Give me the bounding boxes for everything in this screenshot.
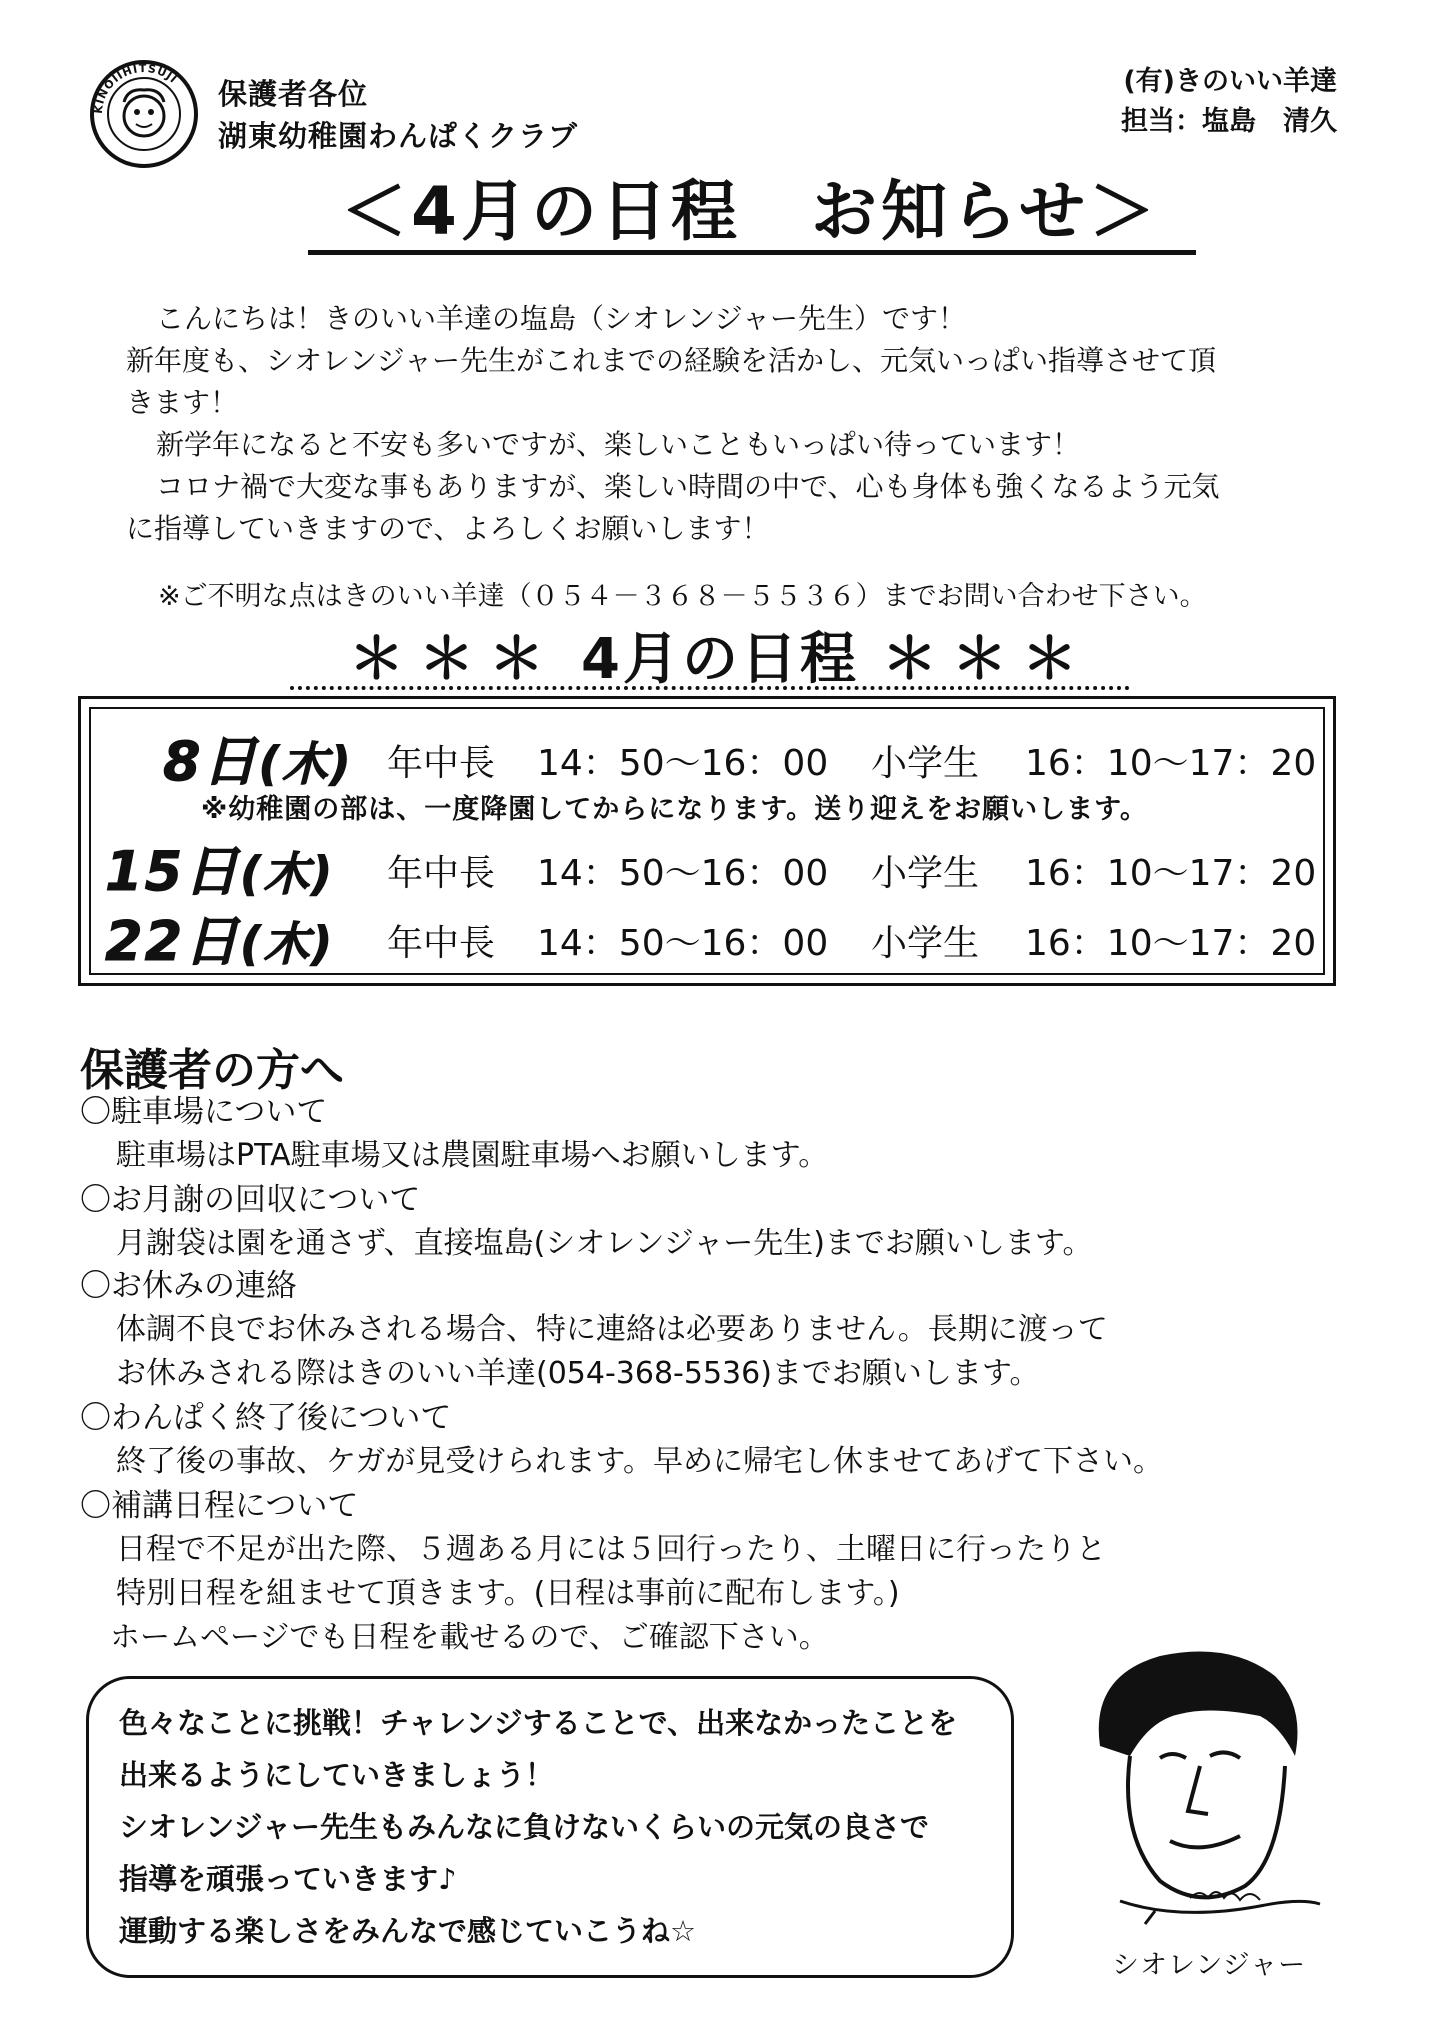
logo-text: KINOIIHITSUJI [91,61,180,115]
teacher-portrait [1060,1636,1330,1936]
svg-text:KINOIIHITSUJI [92,62,180,114]
org-contact-person: 担当：塩島 清久 [1121,106,1337,137]
intro-line: 新年度も、シオレンジャー先生がこれまでの経験を活かし、元気いっぱい指導させて頂 [126,344,1217,377]
intro-line: きます！ [126,386,239,419]
message-line: 運動する楽しさをみんなで感じていこうね☆ [119,1914,696,1948]
date-text: 15日 [105,840,241,903]
message-text [119,1697,957,1957]
schedule-row [91,837,1323,903]
schedule-note: ※幼稚園の部は、一度降園してからになります。送り迎えをお願いします。 [201,794,1148,825]
item-text: 月謝袋は園を通さず、直接塩島(シオレンジャー先生)までお願いします。 [116,1226,1093,1261]
company-logo [88,58,200,170]
time-range: 16：10〜17：20 [1025,853,1317,894]
schedule-date [105,899,334,976]
item-title-absence: 〇お休みの連絡 [80,1268,297,1304]
time-range: 14：50〜16：00 [537,743,829,784]
section-heading: 保護者の方へ [80,1045,344,1096]
time-range: 14：50〜16：00 [537,923,829,964]
page-title: ＜4月の日程 お知らせ＞ [341,173,1159,250]
item-text: 体調不良でお休みされる場合、特に連絡は必要ありません。長期に渡って [116,1312,1108,1347]
organization-block [1121,62,1337,142]
group-label: 小学生 [871,743,980,784]
portrait-caption: シオレンジャー [1112,1950,1307,1981]
title-underline [308,250,1196,255]
schedule-inner-frame [89,707,1325,975]
group-label: 小学生 [871,853,980,894]
org-name: (有)きのいい羊達 [1123,66,1337,97]
intro-line: こんにちは！きのいい羊達の塩島（シオレンジャー先生）です！ [156,302,967,335]
item-title-makeup: 〇補講日程について [80,1488,359,1524]
time-range: 16：10〜17：20 [1025,923,1317,964]
intro-paragraph [126,298,1316,550]
item-text: 日程で不足が出た際、５週ある月には５回行ったり、土曜日に行ったりと [116,1532,1106,1567]
item-title-fee: 〇お月謝の回収について [80,1182,421,1218]
stars-left: ＊＊＊ [348,627,559,692]
time-range: 16：10〜17：20 [1025,743,1317,784]
intro-line: コロナ禍で大変な事もありますが、楽しい時間の中で、心も身体も強くなるよう元気 [156,470,1220,503]
group-label: 年中長 [387,743,496,784]
group-label: 年中長 [387,853,496,894]
contact-note: ※ご不明な点はきのいい羊達（０５４－３６８－５５３６）までお問い合わせ下さい。 [158,581,1207,612]
time-range: 14：50〜16：00 [537,853,829,894]
message-line: 指導を頑張っていきます♪ [119,1862,457,1896]
item-text: お休みされる際はきのいい羊達(054-368-5536)までお願いします。 [116,1356,1040,1391]
message-line: 色々なことに挑戦！チャレンジすることで、出来なかったことを [119,1706,958,1740]
weekday-text: (木) [240,917,335,971]
item-text: ホームページでも日程を載せるので、ご確認下さい。 [110,1620,829,1655]
item-text: 特別日程を組ませて頂きます。(日程は事前に配布します。) [116,1576,900,1611]
schedule-row [91,907,1323,973]
date-text: 22日 [105,910,241,973]
group-label: 小学生 [871,923,980,964]
recipient-line-2: 湖東幼稚園わんぱくクラブ [218,119,579,153]
schedule-row [91,727,1323,793]
schedule-date [105,829,334,906]
intro-line: に指導していきますので、よろしくお願いします！ [126,512,770,545]
item-text: 駐車場はPTA駐車場又は農園駐車場へお願いします。 [116,1138,829,1173]
message-bubble [86,1676,1014,1978]
weekday-text: (木) [240,847,335,901]
item-text: 終了後の事故、ケガが見受けられます。早めに帰宅し休ませてあげて下さい。 [116,1444,1163,1479]
dotted-divider [290,686,1130,690]
recipient-line-1: 保護者各位 [218,77,369,111]
schedule-heading [290,628,1150,692]
schedule-heading-text: 4月の日程 [581,627,859,692]
group-label: 年中長 [387,923,496,964]
weekday-text: (木) [258,737,353,791]
stars-right: ＊＊＊ [881,627,1092,692]
message-line: 出来るようにしていきましょう！ [119,1758,555,1792]
date-text: 8日 [163,730,259,793]
intro-line: 新学年になると不安も多いですが、楽しいこともいっぱい待っています！ [156,428,1081,461]
schedule-date [163,719,353,796]
item-title-after: 〇わんぱく終了後について [80,1400,452,1436]
message-line: シオレンジャー先生もみんなに負けないくらいの元気の良さで [119,1810,929,1844]
schedule-box [78,696,1336,986]
item-title-parking: 〇駐車場について [80,1094,328,1130]
